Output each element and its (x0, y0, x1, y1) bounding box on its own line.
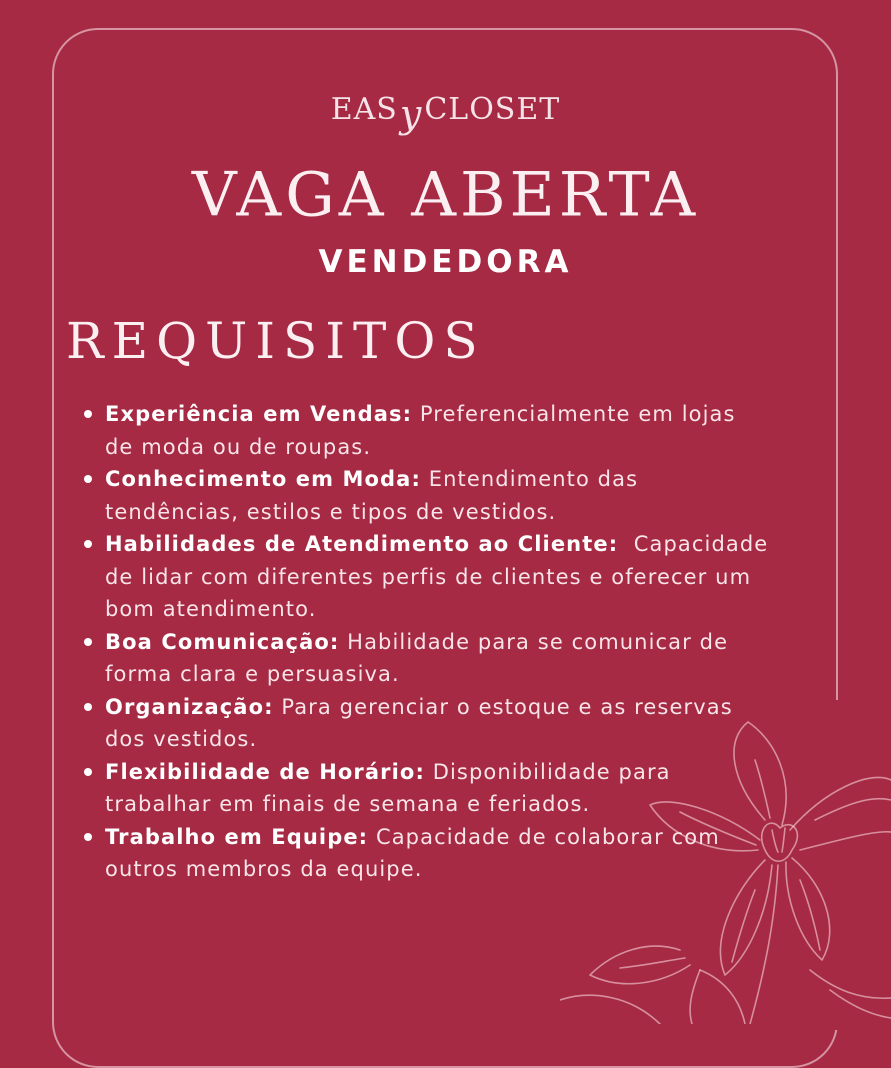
brand-logo-part2: CLOSET (424, 92, 561, 127)
requirement-text: Preferencialmente em lojas de moda ou de roupas. (105, 402, 736, 459)
list-item (80, 398, 770, 463)
brand-logo-script: y (399, 92, 423, 136)
requirement-text: Capacidade de colaborar com outros membros da equipe. (105, 824, 720, 881)
job-position: VENDEDORA (318, 244, 573, 280)
brand-logo-part1: EAS (330, 92, 398, 127)
requirements-list (80, 398, 777, 886)
requirement-label: Flexibilidade de Horário: (105, 759, 425, 784)
frame-gap (830, 700, 850, 1030)
list-item (80, 626, 770, 691)
page-title: VAGA ABERTA (191, 158, 700, 231)
requirement-label: Experiência em Vendas: (105, 402, 413, 426)
requirement-text: Entendimento das tendências, estilos e tipos de vestidos. (105, 467, 639, 524)
list-item (80, 691, 770, 756)
requirement-label: Boa Comunicação: (105, 629, 340, 654)
list-item (80, 821, 770, 886)
requirement-label: Habilidades de Atendimento ao Cliente: (105, 532, 619, 556)
brand-logo (0, 84, 891, 136)
section-title: REQUISITOS (66, 312, 486, 370)
requirement-text: Disponibilidade para trabalhar em finais de semana e feriados. (105, 759, 671, 816)
requirement-text: Habilidade para se comunicar de forma clara e persuasiva. (105, 629, 729, 686)
list-item (80, 756, 770, 821)
requirement-label: Trabalho em Equipe: (105, 824, 369, 849)
requirement-text: Para gerenciar o estoque e as reservas dos vestidos. (105, 694, 733, 751)
list-item (80, 528, 777, 626)
requirement-label: Organização: (105, 694, 274, 719)
list-item (80, 463, 770, 528)
requirement-text: Capacidade de lidar com diferentes perfis de clientes e oferecer um bom atendimento. (105, 532, 777, 621)
requirement-label: Conhecimento em Moda: (105, 467, 421, 491)
